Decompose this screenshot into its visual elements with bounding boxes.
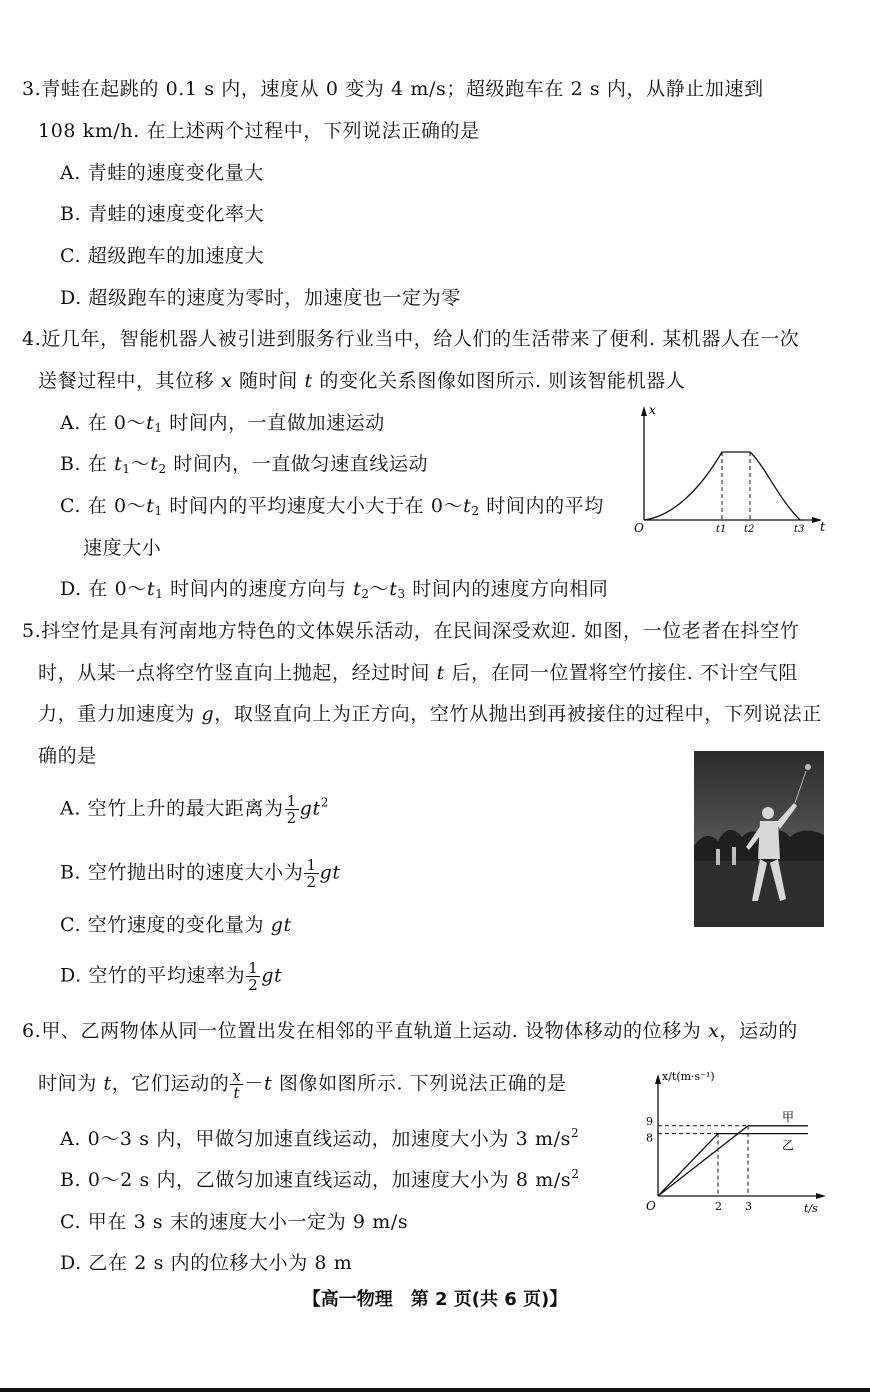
q4-x-label: t <box>820 520 826 535</box>
q5-stem-line2: 时，从某一点将空竹竖直向上抛起，经过时间 t 后，在同一位置将空竹接住. 不计空气阻 <box>38 662 799 684</box>
q6-option-d: D. 乙在 2 s 内的位移大小为 8 m <box>60 1252 353 1274</box>
q4-stem-line1: 4.近几年，智能机器人被引进到服务行业当中，给人们的生活带来了便利. 某机器人在一次 <box>22 328 800 350</box>
q6-y-arrow <box>655 1074 661 1084</box>
q6-y-tick-9: 9 <box>646 1114 653 1128</box>
photo-kongzhu <box>805 764 811 770</box>
q6-stem-line2: 时间为 t，它们运动的 $\frac{x}{t}$ －t 图像如图所示. 下列说法正确的是 <box>38 1067 567 1102</box>
q4-option-d: D. 在 $0\sim t_1$ 时间内的速度方向与 $t_2\sim t_3$ 时间内的速度方向相同 <box>60 578 609 601</box>
q5-option-c: C. 空竹速度的变化量为 gt <box>60 914 292 936</box>
q4-tick-t3: t3 <box>794 524 805 535</box>
q4-y-arrow <box>641 406 647 416</box>
q6-x-label: t/s <box>804 1202 818 1215</box>
q5-stem-line1: 5.抖空竹是具有河南地方特色的文体娱乐活动，在民间深受欢迎. 如图，一位老者在抖空竹 <box>22 620 800 642</box>
kongzhu-photo <box>694 751 824 927</box>
page-footer: 【高一物理 第 2 页(共 6 页)】 <box>302 1289 568 1310</box>
q6-series-label-2: 乙 <box>782 1138 795 1153</box>
q4-option-b: B. 在 $t_1\sim t_2$ 时间内，一直做匀速直线运动 <box>60 453 429 476</box>
q4-option-c-line2: 速度大小 <box>83 537 162 559</box>
q5-stem-line4: 确的是 <box>38 745 97 767</box>
q6-origin: O <box>646 1199 656 1213</box>
frac-half: $\frac{1}{2}$ <box>286 792 297 827</box>
q6-option-a: A. 0～3 s 内，甲做匀加速直线运动，加速度大小为 3 $m/s^2$ <box>60 1126 580 1150</box>
q6-series-line-1 <box>658 1126 808 1196</box>
q6-y-tick-8: 8 <box>646 1131 653 1145</box>
q6-option-b: B. 0～2 s 内，乙做匀加速直线运动，加速度大小为 8 $m/s^2$ <box>60 1167 580 1191</box>
q6-stem-line1: 6.甲、乙两物体从同一位置出发在相邻的平直轨道上运动. 设物体移动的位移为 x，运动的 <box>22 1020 798 1042</box>
q4-option-a: A. 在 $0\sim t_1$ 时间内，一直做加速运动 <box>60 412 385 435</box>
q5-stem-line3: 力，重力加速度为 g，取竖直向上为正方向，空竹从抛出到再被接住的过程中，下列说法正 <box>38 703 822 725</box>
q6-x-tick-3: 3 <box>745 1200 752 1213</box>
q6-y-label: x/t(m·s⁻¹) <box>662 1070 715 1083</box>
q4-tick-t2: t2 <box>744 524 755 535</box>
q3-stem-line1: 3.青蛙在起跳的 0.1 s 内，速度从 0 变为 4 m/s；超级跑车在 2 s 内，从静止加速到 <box>22 78 764 100</box>
q5-option-a: A. 空竹上升的最大距离为 $\frac{1}{2}$ $gt^2$ <box>60 792 330 827</box>
q4-tick-t1: t1 <box>716 524 727 535</box>
q4-xt-graph <box>630 398 835 538</box>
q6-series-label-1: 甲 <box>782 1109 795 1124</box>
frac-half: $\frac{1}{2}$ <box>248 959 259 994</box>
q3-option-a: A. 青蛙的速度变化量大 <box>60 162 265 184</box>
q6-x-arrow <box>816 1193 826 1199</box>
q3-option-c: C. 超级跑车的加速度大 <box>60 245 265 267</box>
q4-option-c: C. 在 $0\sim t_1$ 时间内的平均速度大小大于在 $0\sim t_2$ 时间内的平均 <box>60 495 604 518</box>
frac-x-over-t: $\frac{x}{t}$ <box>232 1067 242 1102</box>
q5-option-b: B. 空竹抛出时的速度大小为 $\frac{1}{2}$ gt <box>60 856 341 891</box>
q4-y-label: x <box>649 403 656 417</box>
frac-half: $\frac{1}{2}$ <box>306 856 317 891</box>
q3-option-b: B. 青蛙的速度变化率大 <box>60 203 265 225</box>
q3-stem-line2: 108 km/h. 在上述两个过程中，下列说法正确的是 <box>38 120 480 142</box>
q6-xt-over-t-chart <box>630 1060 835 1220</box>
q6-x-tick-2: 2 <box>715 1200 722 1213</box>
q4-stem-line2: 送餐过程中，其位移 x 随时间 t 的变化关系图像如图所示. 则该智能机器人 <box>38 370 686 392</box>
q4-origin: O <box>634 521 644 535</box>
q6-option-c: C. 甲在 3 s 末的速度大小一定为 9 m/s <box>60 1211 409 1233</box>
q3-option-d: D. 超级跑车的速度为零时，加速度也一定为零 <box>60 287 461 309</box>
bottom-rule <box>0 1388 870 1392</box>
q5-option-d: D. 空竹的平均速率为 $\frac{1}{2}$ gt <box>60 959 283 994</box>
